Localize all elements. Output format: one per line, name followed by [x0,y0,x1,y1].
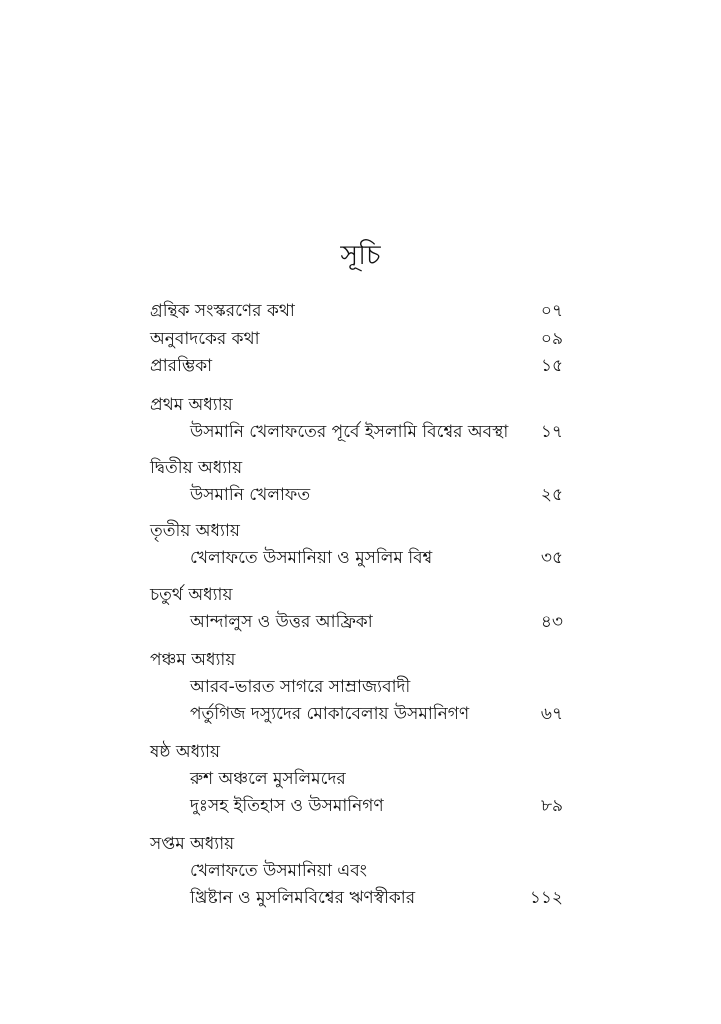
chapter-title: আরব-ভারত সাগরে সাম্রাজ্যবাদী [190,677,411,697]
chapter-heading [0,581,721,609]
toc-entry [0,608,721,636]
chapter-title: খেলাফতে উসমানিয়া এবং [190,861,367,881]
chapter-title: রুশ অঞ্চলে মুসলিমদের [190,769,346,789]
chapter-heading-label: চতুর্থ অধ্যায় [150,585,233,605]
chapter-heading [0,517,721,545]
chapter-heading-label: তৃতীয় অধ্যায় [150,521,240,541]
toc-entry-label: অনুবাদকের কথা [150,329,260,349]
chapter-title-line [0,673,721,701]
chapter-title: দুঃসহ ইতিহাস ও উসমানিগণ [190,796,384,816]
toc-entry-page: ৮৯ [540,796,563,816]
toc-entry-page: ১১২ [529,888,563,908]
page-title: সূচি [340,240,381,271]
chapter-title: উসমানি খেলাফতের পূর্বে ইসলামি বিশ্বের অবস্থা [190,422,509,442]
chapter-heading [0,454,721,482]
chapter-title: খেলাফতে উসমানিয়া ও মুসলিম বিশ্ব [190,548,433,568]
toc-entry-label: গ্রন্থিক সংস্করণের কথা [150,301,295,321]
chapter-heading [0,391,721,419]
toc-entry [0,792,721,820]
toc-entry-page: ২৫ [540,485,563,505]
toc-entry-page: ১৫ [540,356,563,376]
toc-entry [0,352,721,380]
toc-entry-page: ৬৭ [540,704,563,724]
chapter-heading-label: পঞ্চম অধ্যায় [150,650,236,670]
toc-entry-page: ০৯ [540,329,563,349]
toc-entry [0,418,721,446]
chapter-title: পর্তুগিজ দস্যুদের মোকাবেলায় উসমানিগণ [190,704,470,724]
toc-entry-page: ১৭ [540,422,563,442]
chapter-heading-label: প্রথম অধ্যায় [150,395,233,415]
toc-entry-label: প্রারম্ভিকা [150,356,213,376]
toc-entry [0,481,721,509]
chapter-title: উসমানি খেলাফত [190,485,311,505]
toc-entry [0,700,721,728]
chapter-heading [0,646,721,674]
chapter-heading [0,738,721,766]
chapter-heading-label: দ্বিতীয় অধ্যায় [150,458,243,478]
toc-entry-page: ০৭ [540,301,563,321]
toc-entry [0,297,721,325]
chapter-title: আন্দালুস ও উত্তর আফ্রিকা [190,612,373,632]
toc-entry [0,325,721,353]
toc-entry-page: ৪৩ [540,612,563,632]
chapter-title-line [0,857,721,885]
chapter-title-line [0,765,721,793]
toc-entry-page: ৩৫ [540,548,563,568]
chapter-title: খ্রিষ্টান ও মুসলিমবিশ্বের ঋণস্বীকার [190,888,416,908]
toc-entry [0,544,721,572]
chapter-heading [0,830,721,858]
chapter-heading-label: ষষ্ঠ অধ্যায় [150,742,220,762]
chapter-heading-label: সপ্তম অধ্যায় [150,834,235,854]
toc-entry [0,884,721,912]
